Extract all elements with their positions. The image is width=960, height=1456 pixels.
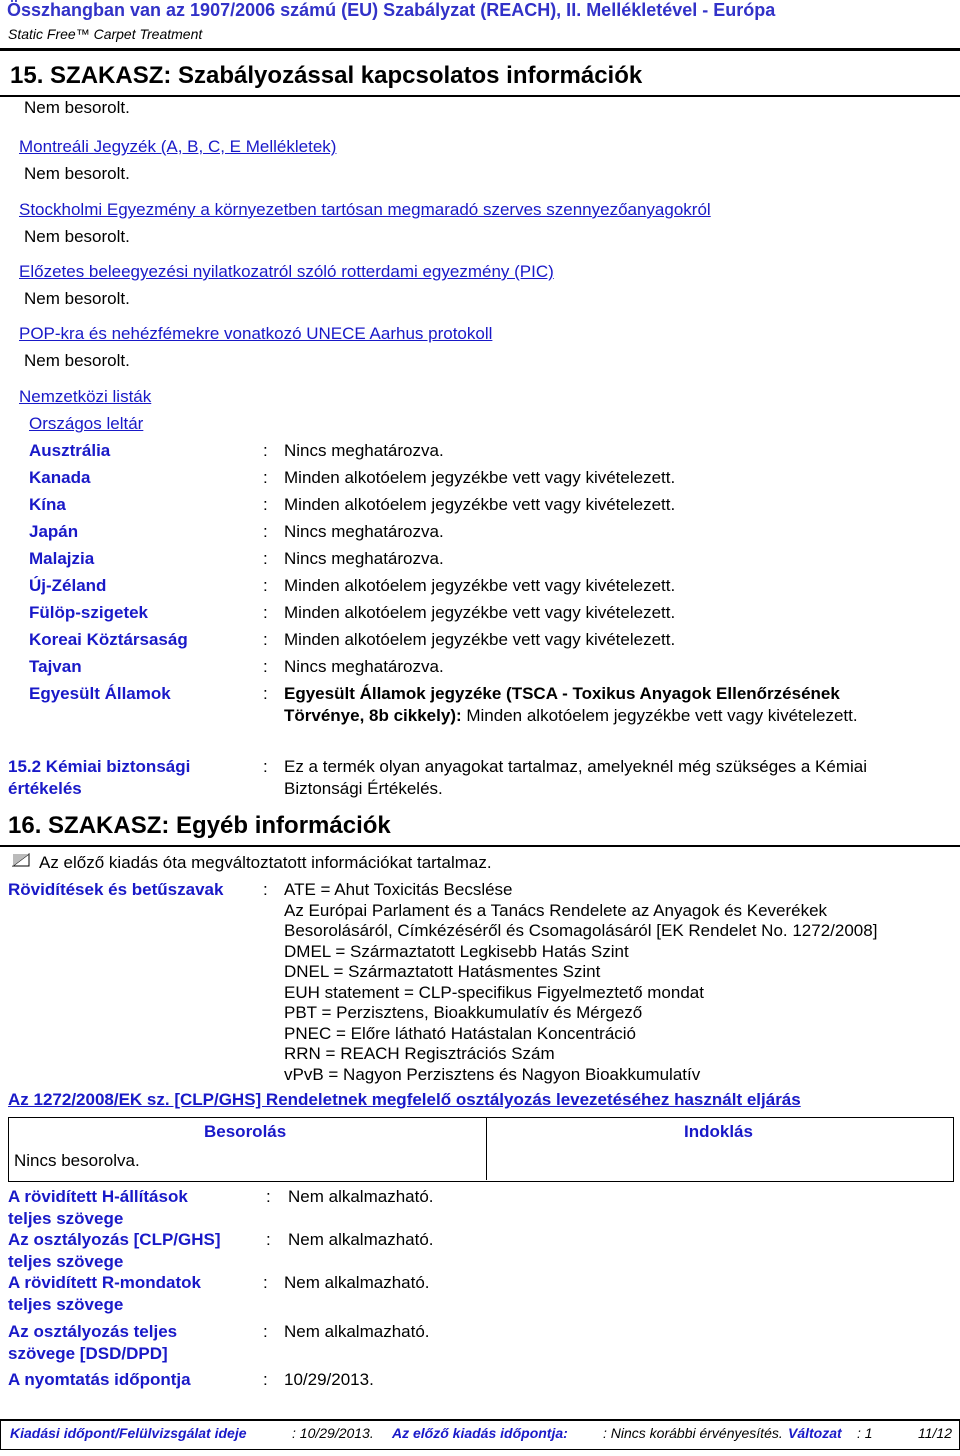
usa-inventory-value — [284, 706, 858, 726]
separator: : — [263, 603, 268, 622]
clp-classification-label: Az osztályozás [CLP/GHS] — [8, 1230, 221, 1249]
abbreviation-item: PBT = Perzisztens, Bioakkumulatív és Mérgező — [284, 1003, 643, 1022]
country-value: Minden alkotóelem jegyzékbe vett vagy kivételezett. — [284, 630, 676, 649]
footer-prev-value: : Nincs korábbi érvényesítés. — [603, 1425, 783, 1441]
product-name: Static Free™ Carpet Treatment — [8, 26, 203, 42]
separator: : — [263, 576, 268, 595]
table-header-classification: Besorolás — [204, 1122, 287, 1141]
aarhus-protocol-heading: POP-kra és nehézfémekre vonatkozó UNECE Aarhus protokoll — [19, 324, 493, 343]
separator: : — [263, 1370, 268, 1389]
separator: : — [263, 1322, 268, 1341]
status-text: Nem besorolt. — [24, 289, 130, 308]
classification-table — [8, 1117, 954, 1182]
usa-inventory-status: Minden alkotóelem jegyzékbe vett vagy kivételezett. — [461, 706, 858, 725]
chem-safety-value-cont: Biztonsági Értékelés. — [284, 779, 443, 798]
separator: : — [263, 495, 268, 514]
chem-safety-value: Ez a termék olyan anyagokat tartalmaz, amelyeknél még szükséges a Kémiai — [284, 757, 867, 776]
country-label: Kína — [29, 495, 66, 514]
table-divider — [486, 1117, 487, 1180]
separator: : — [263, 684, 268, 703]
abbreviation-item: DNEL = Származtatott Hatásmentes Szint — [284, 962, 601, 981]
status-text: Nem besorolt. — [24, 351, 130, 370]
separator: : — [263, 757, 268, 776]
separator: : — [263, 657, 268, 676]
country-value: Nincs meghatározva. — [284, 441, 444, 460]
abbreviation-item: ATE = Ahut Toxicitás Becslése — [284, 880, 513, 899]
footer-page-number: 11/12 — [918, 1425, 952, 1441]
country-value: Nincs meghatározva. — [284, 522, 444, 541]
separator: : — [263, 630, 268, 649]
separator: : — [266, 1187, 271, 1206]
h-statements-label: A rövidített H-állítások — [8, 1187, 188, 1206]
section-16-heading: 16. SZAKASZ: Egyéb információk — [8, 812, 391, 839]
footer-issue-label: Kiadási időpont/Felülvizsgálat ideje — [10, 1425, 247, 1441]
chem-safety-label: 15.2 Kémiai biztonsági — [8, 757, 191, 776]
dsd-classification-label-cont: szövege [DSD/DPD] — [8, 1344, 168, 1363]
status-text: Nem besorolt. — [24, 164, 130, 183]
country-value: Minden alkotóelem jegyzékbe vett vagy kivételezett. — [284, 576, 676, 595]
stockholm-convention-heading: Stockholmi Egyezmény a környezetben tartósan megmaradó szerves szennyezőanyagokról — [19, 200, 711, 219]
section-15-rule — [0, 95, 960, 97]
country-label: Új-Zéland — [29, 576, 107, 595]
country-label: Fülöp-szigetek — [29, 603, 149, 622]
country-label: Koreai Köztársaság — [29, 630, 188, 649]
chem-safety-label-cont: értékelés — [8, 779, 82, 798]
h-statements-value: Nem alkalmazható. — [288, 1187, 434, 1206]
separator: : — [266, 1230, 271, 1249]
separator: : — [263, 549, 268, 568]
r-phrases-label-cont: teljes szövege — [8, 1295, 124, 1314]
status-text: Nem besorolt. — [24, 98, 130, 117]
changed-note: Az előző kiadás óta megváltoztatott információkat tartalmaz. — [39, 853, 492, 872]
abbreviations-label: Rövidítések és betűszavak — [8, 880, 224, 899]
section-16-rule — [0, 845, 960, 847]
table-cell-classification: Nincs besorolva. — [14, 1151, 140, 1170]
country-value: Minden alkotóelem jegyzékbe vett vagy kivételezett. — [284, 468, 676, 487]
country-label: Ausztrália — [29, 441, 111, 460]
country-label: Malajzia — [29, 549, 95, 568]
footer-version-value: : 1 — [857, 1425, 873, 1441]
usa-inventory-title: Egyesült Államok jegyzéke (TSCA - Toxikus Anyagok Ellenőrzésének — [284, 684, 840, 703]
footer-version-label: Változat — [788, 1425, 842, 1441]
country-label: Tajvan — [29, 657, 82, 676]
usa-inventory-title-cont: Törvénye, 8b cikkely): — [284, 706, 462, 725]
dsd-classification-value: Nem alkalmazható. — [284, 1322, 430, 1341]
abbreviation-item: RRN = REACH Regisztrációs Szám — [284, 1044, 555, 1063]
dsd-classification-label: Az osztályozás teljes — [8, 1322, 178, 1341]
country-label: Kanada — [29, 468, 91, 487]
abbreviation-item: PNEC = Előre látható Hatástalan Koncentráció — [284, 1024, 637, 1043]
abbreviation-item: DMEL = Származtatott Legkisebb Hatás Szint — [284, 942, 629, 961]
country-value: Nincs meghatározva. — [284, 657, 444, 676]
table-header-justification: Indoklás — [684, 1122, 753, 1141]
rotterdam-convention-heading: Előzetes beleegyezési nyilatkozatról szóló rotterdami egyezmény (PIC) — [19, 262, 554, 281]
r-phrases-value: Nem alkalmazható. — [284, 1273, 430, 1292]
clp-classification-value: Nem alkalmazható. — [288, 1230, 434, 1249]
footer-issue-value: : 10/29/2013. — [292, 1425, 374, 1441]
section-15-heading: 15. SZAKASZ: Szabályozással kapcsolatos információk — [10, 62, 643, 89]
print-date-label: A nyomtatás időpontja — [8, 1370, 191, 1389]
international-lists-heading: Nemzetközi listák — [19, 387, 152, 406]
country-value: Minden alkotóelem jegyzékbe vett vagy kivételezett. — [284, 603, 676, 622]
footer-prev-label: Az előző kiadás időpontja: — [392, 1425, 568, 1441]
separator: : — [263, 1273, 268, 1292]
clp-classification-label-cont: teljes szövege — [8, 1252, 124, 1271]
clp-procedure-heading: Az 1272/2008/EK sz. [CLP/GHS] Rendeletnek megfelelő osztályozás levezetéséhez használt eljárás — [8, 1090, 801, 1109]
status-text: Nem besorolt. — [24, 227, 130, 246]
separator: : — [263, 880, 268, 899]
separator: : — [263, 468, 268, 487]
abbreviation-item: Az Európai Parlament és a Tanács Rendelete az Anyagok és Keverékek — [284, 901, 828, 920]
country-value: Minden alkotóelem jegyzékbe vett vagy kivételezett. — [284, 495, 676, 514]
abbreviation-item: vPvB = Nagyon Perzisztens és Nagyon Bioakkumulatív — [284, 1065, 701, 1084]
abbreviation-item: Besorolásáról, Címkézéséről és Csomagolásáról [EK Rendelet No. 1272/2008] — [284, 921, 878, 940]
separator: : — [263, 522, 268, 541]
montreal-protocol-heading: Montreáli Jegyzék (A, B, C, E Mellékletek) — [19, 137, 337, 156]
country-value: Nincs meghatározva. — [284, 549, 444, 568]
header-rule — [0, 48, 960, 51]
document-title: Összhangban van az 1907/2006 számú (EU) Szabályzat (REACH), II. Mellékletével - Európa — [7, 0, 776, 20]
national-inventory-heading: Országos leltár — [29, 414, 144, 433]
r-phrases-label: A rövidített R-mondatok — [8, 1273, 201, 1292]
separator: : — [263, 441, 268, 460]
h-statements-label-cont: teljes szövege — [8, 1209, 124, 1228]
country-label: Egyesült Államok — [29, 684, 171, 703]
print-date-value: 10/29/2013. — [284, 1370, 374, 1389]
country-label: Japán — [29, 522, 79, 541]
changed-marker-icon — [12, 853, 30, 867]
abbreviation-item: EUH statement = CLP-specifikus Figyelmeztető mondat — [284, 983, 704, 1002]
